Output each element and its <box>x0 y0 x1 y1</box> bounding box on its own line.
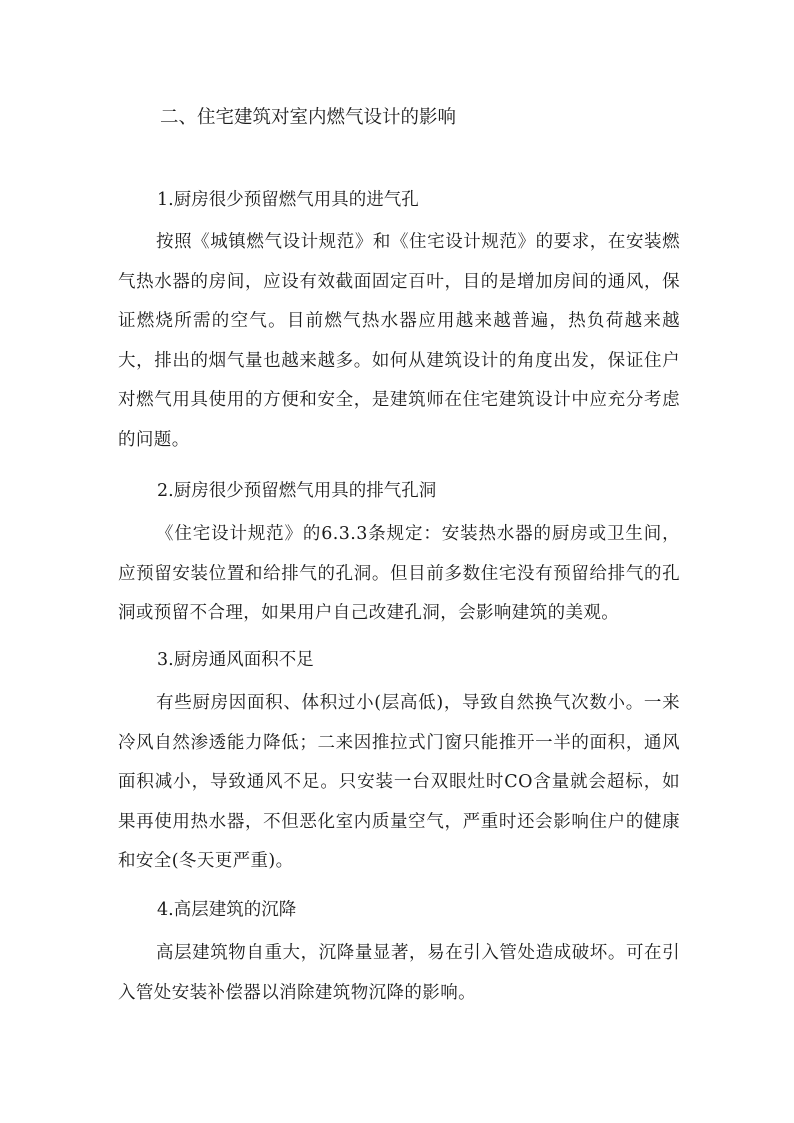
subsection-heading-4: 4.高层建筑的沉降 <box>157 900 297 920</box>
paragraph-1: 按照《城镇燃气设计规范》和《住宅设计规范》的要求，在安装燃气热水器的房间，应设有效截面固定百叶，目的是增加房间的通风，保证燃烧所需的空气。目前燃气热水器应用越来越普遍，热负荷越来越大，排出的烟气量也越来越多。如何从建筑设计的角度出发，保证住户对燃气用具使用的方便和安全，是建筑师在住宅建筑设计中应充分考虑的问题。 <box>118 232 680 450</box>
subsection-heading-1: 1.厨房很少预留燃气用具的进气孔 <box>157 190 419 210</box>
paragraph-3: 有些厨房因面积、体积过小(层高低)，导致自然换气次数小。一来冷风自然渗透能力降低；二来因推拉式门窗只能推开一半的面积，通风面积减小，导致通风不足。只安装一台双眼灶时CO含量就会超标，如果再使用热水器，不但恶化室内质量空气，严重时还会影响住户的健康和安全(冬天更严重)。 <box>118 693 680 871</box>
section-title: 二、住宅建筑对室内燃气设计的影响 <box>160 107 457 128</box>
subsection-heading-3: 3.厨房通风面积不足 <box>157 650 314 670</box>
paragraph-4: 高层建筑物自重大，沉降量显著，易在引入管处造成破坏。可在引入管处安装补偿器以消除建筑物沉降的影响。 <box>118 943 680 1003</box>
subsection-heading-2: 2.厨房很少预留燃气用具的排气孔洞 <box>157 481 437 501</box>
paragraph-2: 《住宅设计规范》的6.3.3条规定：安装热水器的厨房或卫生间，应预留安装位置和给排气的孔洞。但目前多数住宅没有预留给排气的孔洞或预留不合理，如果用户自己改建孔洞，会影响建筑的美观。 <box>118 524 680 623</box>
